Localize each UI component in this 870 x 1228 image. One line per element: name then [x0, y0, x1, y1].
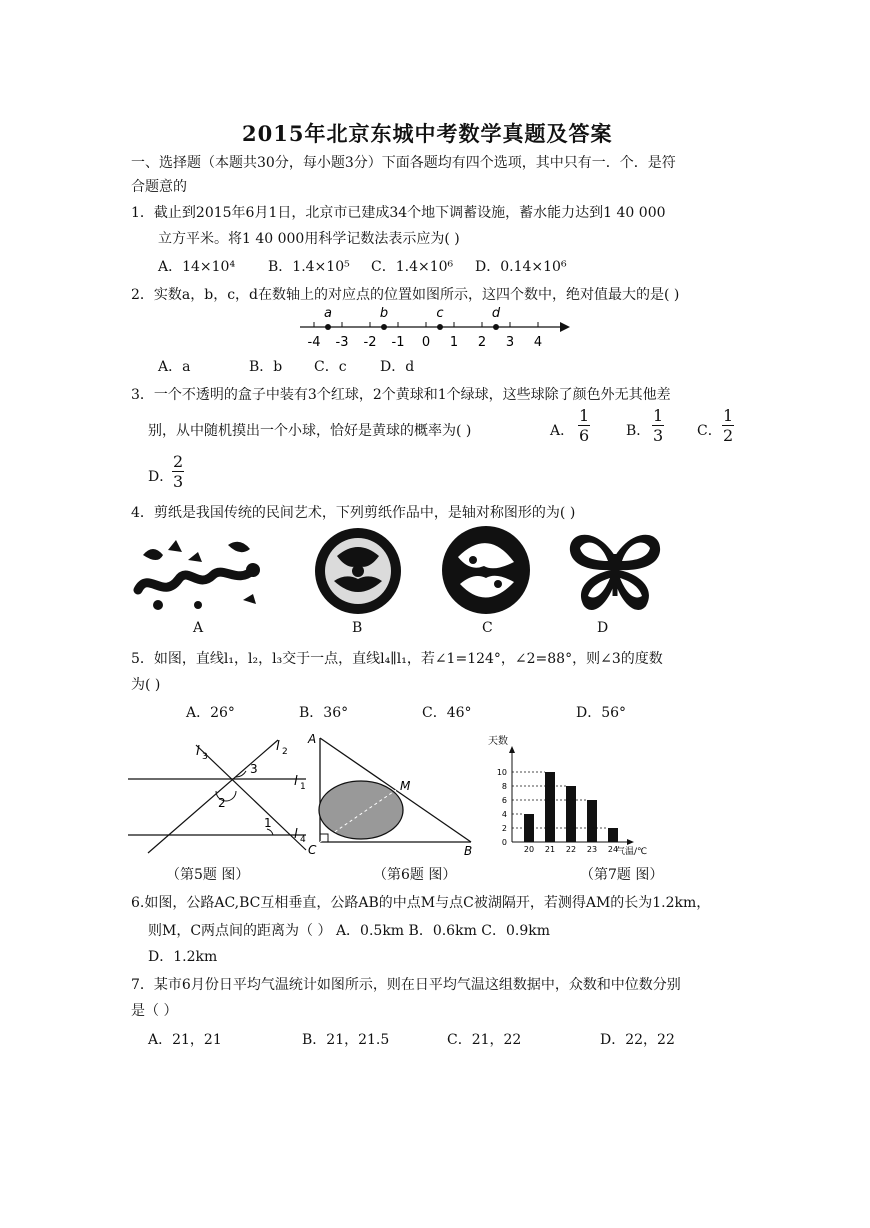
number-line-tick-label: -2 — [363, 335, 377, 350]
svg-text:4: 4 — [300, 835, 306, 845]
number-line-tick-label: 4 — [533, 335, 543, 350]
number-line-point-label: b — [379, 306, 389, 321]
number-line-tick-label: -3 — [335, 335, 349, 350]
q1-stem: 1．截止到2015年6月1日，北京市已建成34个地下调蓄设施，蓄水能力达到1 40 000 — [131, 205, 666, 221]
q3-option-a-label: A． — [550, 423, 575, 439]
q3-option-b-label: B． — [626, 423, 651, 439]
x-axis-arrow — [627, 839, 634, 845]
svg-text:A: A — [308, 732, 317, 746]
y-axis-label: 天数 — [488, 736, 508, 747]
section-heading: 一、选择题（本题共30分，每小题3分）下面各题均有四个选项，其中只有一．个．是符 — [131, 155, 676, 171]
bar-23 — [587, 800, 597, 842]
q4-label-a: A — [193, 620, 204, 636]
papercut-fish-image — [438, 522, 534, 617]
q4-label-c: C — [482, 620, 493, 636]
svg-text:3: 3 — [202, 752, 208, 762]
svg-text:B: B — [464, 844, 473, 858]
bar-21 — [545, 772, 555, 842]
svg-text:M: M — [400, 779, 411, 793]
q7-option-a: A．21，21 — [148, 1032, 222, 1048]
q7-stem: 7．某市6月份日平均气温统计如图所示，则在日平均气温这组数据中，众数和中位数分别 — [131, 977, 681, 993]
q3-option-c-fraction: $\frac{1}{2}$ — [723, 406, 734, 446]
bar-24 — [608, 828, 618, 842]
q5-option-d: D．56° — [576, 705, 627, 721]
q5-option-c: C．46° — [422, 705, 472, 721]
fig7-temperature-bar-chart — [486, 732, 646, 857]
fig6-caption: （第6题 图） — [373, 867, 457, 883]
svg-text:2: 2 — [218, 796, 226, 810]
q6-stem-cont: 则M，C两点间的距离为（ ） A．0.5km B．0.6km C．0.9km — [148, 923, 551, 939]
q1-option-a: A．14×10⁴ — [158, 259, 236, 275]
number-line-tick-label: 1 — [449, 335, 459, 350]
q3-option-a-fraction: $\frac{1}{6}$ — [579, 406, 590, 446]
y-tick-label: 0 — [501, 838, 507, 847]
q2-option-b: B．b — [249, 359, 283, 375]
svg-text:3: 3 — [250, 762, 258, 776]
q2-stem: 2．实数a，b，c，d在数轴上的对应点的位置如图所示，这四个数中，绝对值最大的是( ) — [131, 287, 680, 303]
q1-option-b: B．1.4×10⁵ — [268, 259, 350, 275]
q4-label-b: B — [352, 620, 363, 636]
number-line-point-label: a — [324, 306, 332, 321]
svg-text:1: 1 — [264, 816, 272, 830]
x-tick-label: 22 — [565, 845, 577, 854]
q3-stem: 3．一个不透明的盒子中装有3个红球，2个黄球和1个绿球，这些球除了颜色外无其他差 — [131, 387, 671, 403]
number-line-tick-label: 0 — [421, 335, 431, 350]
y-tick-label: 6 — [501, 796, 507, 805]
q4-label-d: D — [597, 620, 609, 636]
svg-text:1: 1 — [300, 782, 306, 792]
svg-text:l: l — [276, 739, 280, 754]
q4-stem: 4．剪纸是我国传统的民间艺术，下列剪纸作品中，是轴对称图形的为( ) — [131, 505, 576, 521]
papercut-butterfly-image — [566, 526, 664, 618]
q2-option-d: D．d — [380, 359, 415, 375]
q6-option-d: D．1.2km — [148, 949, 218, 965]
svg-text:l: l — [294, 827, 298, 842]
x-tick-label: 21 — [544, 845, 556, 854]
x-tick-label: 24 — [607, 845, 619, 854]
x-axis-label: 气温/℃ — [616, 847, 648, 857]
fig5-caption: （第5题 图） — [166, 867, 250, 883]
q3-option-d-label: D． — [148, 469, 174, 485]
number-line-tick-label: -4 — [307, 335, 321, 350]
fig5-parallel-lines — [128, 735, 308, 855]
y-tick-label: 10 — [496, 768, 507, 777]
svg-text:l: l — [196, 744, 200, 759]
q1-stem-cont: 立方平米。将1 40 000用科学记数法表示应为( ) — [158, 231, 460, 247]
q2-option-c: C．c — [314, 359, 347, 375]
number-line-point-label: d — [491, 306, 501, 321]
number-line-point-b — [381, 324, 387, 330]
fig6-triangle-lake — [306, 730, 486, 860]
q6-stem: 6.如图，公路AC,BC互相垂直，公路AB的中点M与点C被湖隔开，若测得AM的长为1.2km， — [131, 895, 711, 911]
q5-option-a: A．26° — [186, 705, 235, 721]
q2-option-a: A．a — [158, 359, 191, 375]
number-line-figure — [298, 305, 578, 350]
number-line-point-a — [325, 324, 331, 330]
svg-text:l: l — [294, 774, 298, 789]
q1-option-d: D．0.14×10⁶ — [475, 259, 567, 275]
y-tick-label: 4 — [501, 810, 507, 819]
q3-option-b-fraction: $\frac{1}{3}$ — [653, 406, 664, 446]
q1-option-c: C．1.4×10⁶ — [371, 259, 454, 275]
x-tick-label: 23 — [586, 845, 598, 854]
number-line-point-c — [437, 324, 443, 330]
svg-text:C: C — [308, 843, 317, 857]
number-line-point-label: c — [436, 306, 444, 321]
q5-stem-cont: 为( ) — [131, 677, 161, 693]
papercut-dragon-image — [128, 530, 268, 615]
q7-option-d: D．22，22 — [600, 1032, 675, 1048]
section-heading-cont: 合题意的 — [131, 179, 187, 195]
q7-option-b: B．21，21.5 — [302, 1032, 390, 1048]
number-line-tick-label: 2 — [477, 335, 487, 350]
fig7-caption: （第7题 图） — [580, 867, 664, 883]
q3-option-c-label: C． — [697, 423, 722, 439]
papercut-round-medallion-image — [312, 526, 404, 616]
y-tick-label: 2 — [501, 824, 507, 833]
x-tick-label: 20 — [523, 845, 535, 854]
page-title: 2015年北京东城中考数学真题及答案 — [242, 121, 613, 146]
number-line-point-d — [493, 324, 499, 330]
y-tick-label: 8 — [501, 782, 507, 791]
q7-option-c: C．21，22 — [447, 1032, 522, 1048]
svg-text:2: 2 — [282, 747, 288, 757]
y-axis-arrow — [509, 746, 515, 753]
number-line-tick-label: -1 — [391, 335, 405, 350]
q5-option-b: B．36° — [299, 705, 349, 721]
q7-stem-cont: 是（ ） — [131, 1003, 178, 1019]
q3-option-d-fraction: $\frac{2}{3}$ — [173, 452, 184, 492]
q5-stem: 5．如图，直线l₁，l₂，l₃交于一点，直线l₄∥l₁，若∠1=124°，∠2=88°，则∠3的度数 — [131, 651, 663, 667]
q3-stem-cont: 别，从中随机摸出一个小球，恰好是黄球的概率为( ) — [148, 423, 472, 439]
bar-22 — [566, 786, 576, 842]
number-line-tick-label: 3 — [505, 335, 515, 350]
